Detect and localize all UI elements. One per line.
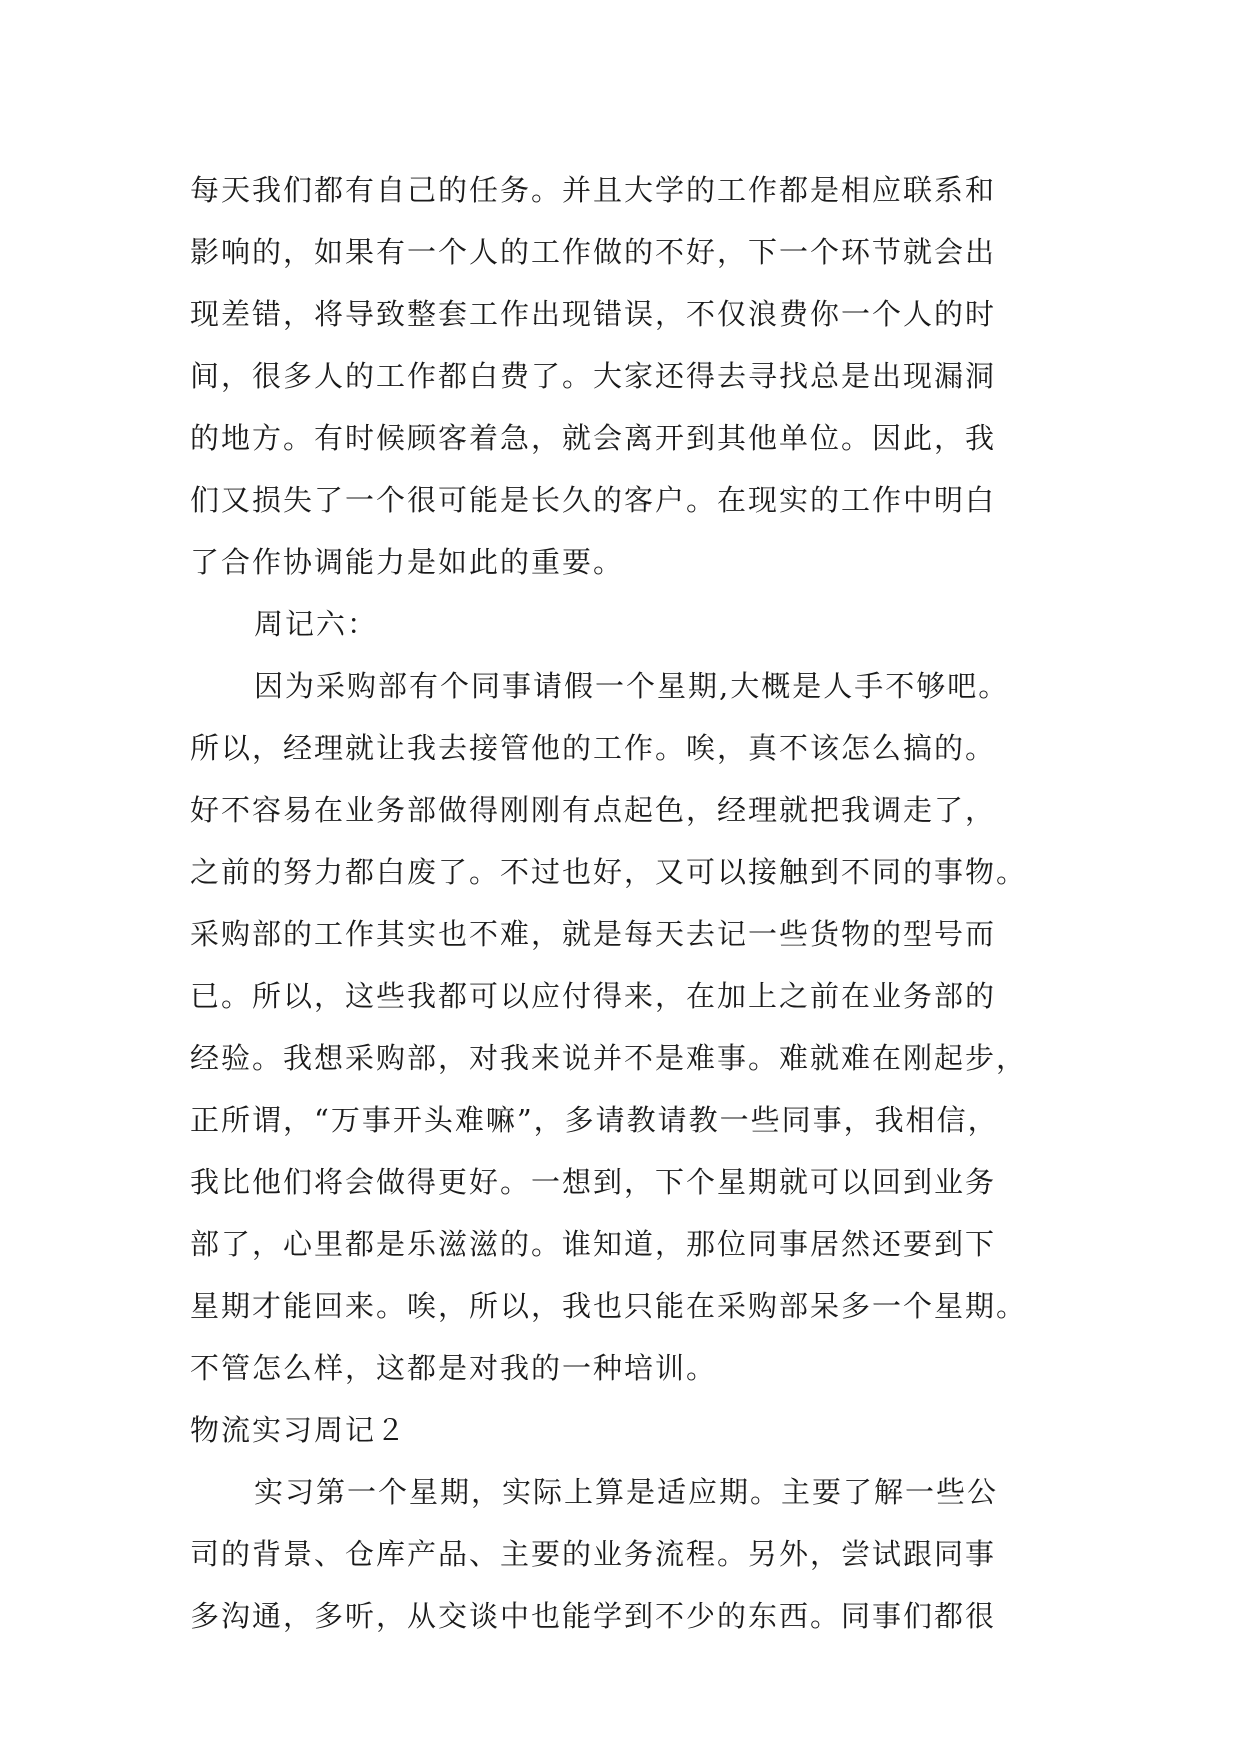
paragraph-internship-week-one [190, 1461, 1070, 1647]
text-line: 经验。我想采购部，对我来说并不是难事。难就难在刚起步， [190, 1041, 1028, 1075]
document-body [190, 159, 1070, 1647]
text-line: 现差错，将导致整套工作出现错误，不仅浪费你一个人的时 [190, 297, 997, 331]
text-line: 我比他们将会做得更好。一想到，下个星期就可以回到业务 [190, 1165, 997, 1199]
text-line: 所以，经理就让我去接管他的工作。唉，真不该怎么搞的。 [190, 731, 997, 765]
paragraph-teamwork [190, 159, 1070, 593]
text-line: 之前的努力都白废了。不过也好，又可以接触到不同的事物。 [190, 855, 1028, 889]
text-line: 已。所以，这些我都可以应付得来，在加上之前在业务部的 [190, 979, 997, 1013]
text-line: 的地方。有时候顾客着急，就会离开到其他单位。因此，我 [190, 421, 997, 455]
text-line: 司的背景、仓库产品、主要的业务流程。另外，尝试跟同事 [190, 1537, 997, 1571]
text-line: 了合作协调能力是如此的重要。 [190, 545, 625, 579]
text-line: 好不容易在业务部做得刚刚有点起色，经理就把我调走了， [190, 793, 997, 827]
text-line: 正所谓，“万事开头难嘛”，多请教请教一些同事，我相信， [190, 1103, 999, 1137]
text-line: 不管怎么样，这都是对我的一种培训。 [190, 1351, 718, 1385]
text-line: 采购部的工作其实也不难，就是每天去记一些货物的型号而 [190, 917, 997, 951]
text-line: 们又损失了一个很可能是长久的客户。在现实的工作中明白 [190, 483, 997, 517]
text-line: 因为采购部有个同事请假一个星期,大概是人手不够吧。 [254, 669, 1010, 703]
text-line: 星期才能回来。唉，所以，我也只能在采购部呆多一个星期。 [190, 1289, 1028, 1323]
text-line: 间，很多人的工作都白费了。大家还得去寻找总是出现漏洞 [190, 359, 997, 393]
text-line: 多沟通，多听，从交谈中也能学到不少的东西。同事们都很 [190, 1599, 997, 1633]
text-line: 部了，心里都是乐滋滋的。谁知道，那位同事居然还要到下 [190, 1227, 997, 1261]
text-line: 影响的，如果有一个人的工作做的不好，下一个环节就会出 [190, 235, 997, 269]
section-title: 物流实习周记２ [190, 1413, 408, 1447]
text-line: 实习第一个星期，实际上算是适应期。主要了解一些公 [254, 1475, 999, 1509]
heading-week-six: 周记六： [254, 607, 379, 641]
text-line: 每天我们都有自己的任务。并且大学的工作都是相应联系和 [190, 173, 997, 207]
paragraph-purchasing [190, 655, 1070, 1399]
